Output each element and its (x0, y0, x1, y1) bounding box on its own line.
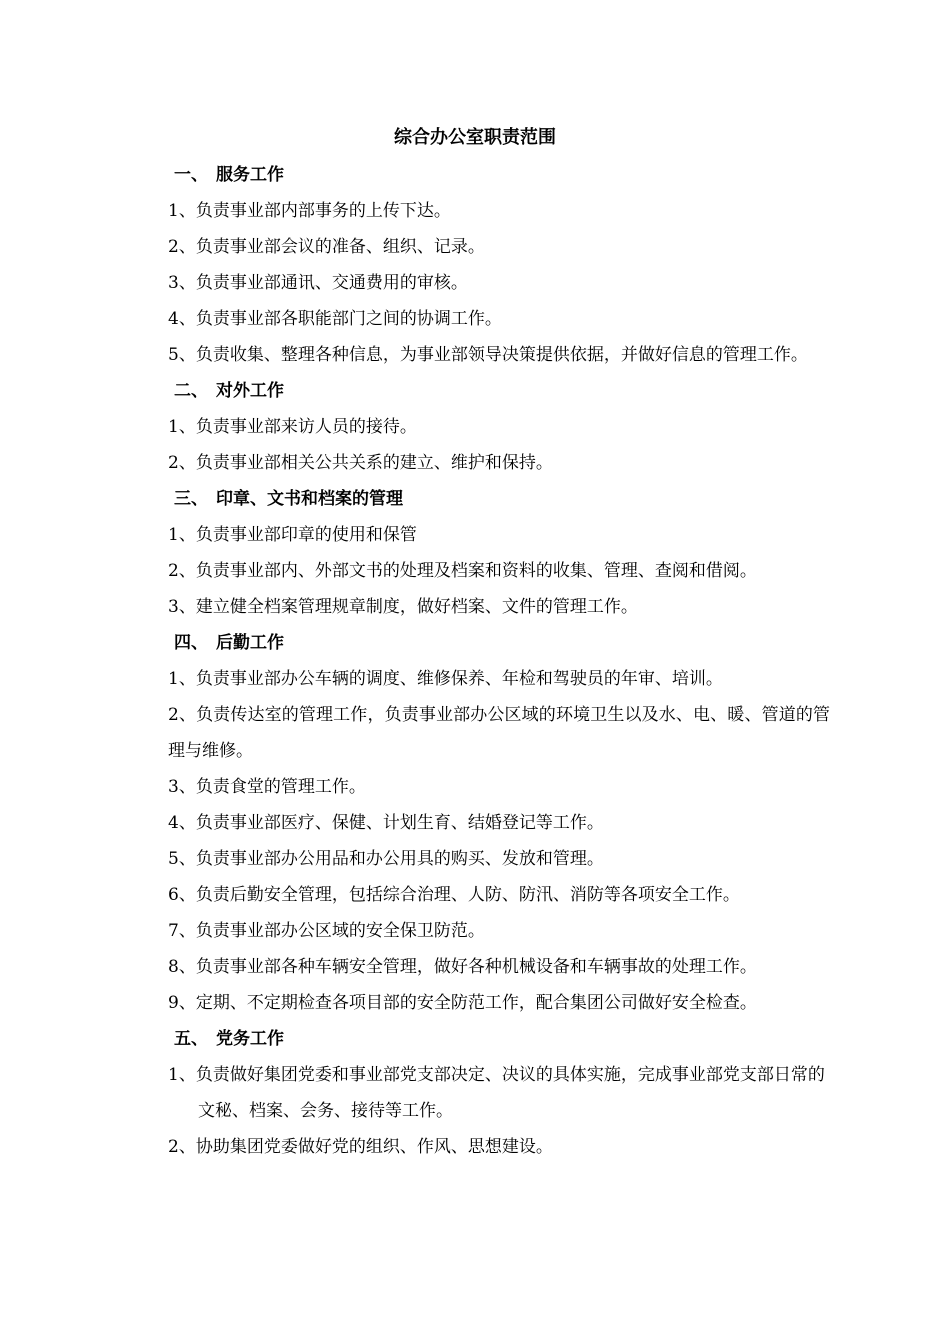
section-logistics (130, 625, 830, 1021)
list-item: 4、负责事业部医疗、保健、计划生育、结婚登记等工作。 (168, 813, 604, 833)
list-item: 9、定期、不定期检查各项目部的安全防范工作，配合集团公司做好安全检查。 (168, 993, 757, 1013)
list-item: 8、负责事业部各种车辆安全管理，做好各种机械设备和车辆事故的处理工作。 (168, 957, 757, 977)
section-heading (130, 157, 830, 193)
list-item: 1、负责事业部印章的使用和保管 (168, 525, 417, 545)
list-item: 6、负责后勤安全管理，包括综合治理、人防、防汛、消防等各项安全工作。 (168, 885, 740, 905)
section-seals-archives (130, 481, 830, 625)
section-number: 三、 (174, 489, 208, 509)
list-item: 1、负责事业部内部事务的上传下达。 (168, 201, 451, 221)
list-item: 1、负责做好集团党委和事业部党支部决定、决议的具体实施，完成事业部党支部日常的文秘、档案、会务、接待等工作。 (168, 1065, 825, 1121)
list-item: 3、负责食堂的管理工作。 (168, 777, 366, 797)
section-external (130, 373, 830, 481)
section-heading (130, 481, 830, 517)
list-item: 2、负责传达室的管理工作，负责事业部办公区域的环境卫生以及水、电、暖、管道的管理与维修。 (168, 705, 830, 761)
section-heading (130, 1021, 830, 1057)
list-item: 5、负责收集、整理各种信息，为事业部领导决策提供依据，并做好信息的管理工作。 (168, 345, 808, 365)
list-item: 2、负责事业部会议的准备、组织、记录。 (168, 237, 485, 257)
document-title: 综合办公室职责范围 (394, 127, 556, 148)
section-title: 党务工作 (216, 1029, 284, 1049)
section-number: 一、 (174, 165, 208, 185)
list-item: 5、负责事业部办公用品和办公用具的购买、发放和管理。 (168, 849, 604, 869)
section-title: 对外工作 (216, 381, 284, 401)
list-item: 2、协助集团党委做好党的组织、作风、思想建设。 (168, 1137, 553, 1157)
section-party-affairs (130, 1021, 830, 1165)
list-item: 4、负责事业部各职能部门之间的协调工作。 (168, 309, 502, 329)
section-heading (130, 625, 830, 661)
section-title: 后勤工作 (216, 633, 284, 653)
list-item: 7、负责事业部办公区域的安全保卫防范。 (168, 921, 485, 941)
list-item: 3、建立健全档案管理规章制度，做好档案、文件的管理工作。 (168, 597, 638, 617)
section-heading (130, 373, 830, 409)
section-number: 四、 (174, 633, 208, 653)
list-item: 2、负责事业部内、外部文书的处理及档案和资料的收集、管理、查阅和借阅。 (168, 561, 757, 581)
section-title: 服务工作 (216, 165, 284, 185)
section-number: 五、 (174, 1029, 208, 1049)
section-title: 印章、文书和档案的管理 (216, 489, 403, 509)
list-item: 1、负责事业部来访人员的接待。 (168, 417, 417, 437)
document-body (130, 157, 830, 1165)
list-item: 2、负责事业部相关公共关系的建立、维护和保持。 (168, 453, 553, 473)
list-item: 3、负责事业部通讯、交通费用的审核。 (168, 273, 468, 293)
list-item: 1、负责事业部办公车辆的调度、维修保养、年检和驾驶员的年审、培训。 (168, 669, 723, 689)
section-service (130, 157, 830, 373)
section-number: 二、 (174, 381, 208, 401)
